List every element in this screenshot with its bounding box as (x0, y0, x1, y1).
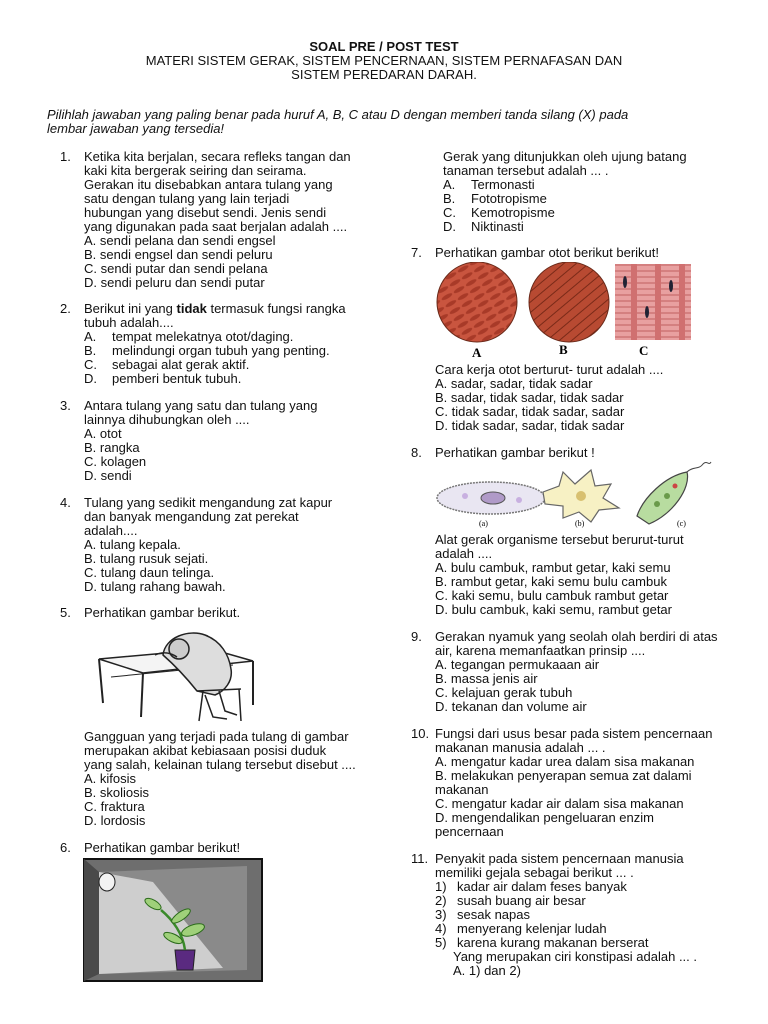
figure-label-a: (a) (479, 519, 488, 528)
question-text-line: Alat gerak organisme tersebut berurut-turut (435, 532, 684, 547)
question-text-part: termasuk fungsi rangka (206, 301, 346, 316)
question-text-part: Berikut ini yang (84, 301, 177, 316)
option-text: melindungi organ tubuh yang penting. (112, 343, 330, 358)
question-text-line: Yang merupakan ciri konstipasi adalah ... . (453, 949, 698, 964)
answer-option: C. tidak sadar, tidak sadar, sadar (435, 404, 625, 419)
question-prompt: Perhatikan gambar berikut ! (435, 445, 595, 460)
answer-option: D. tulang rahang bawah. (84, 579, 226, 594)
answer-option: C. tulang daun telinga. (84, 565, 215, 580)
microorganism-illustration (435, 458, 715, 530)
list-text: susah buang air besar (457, 893, 586, 908)
answer-option: B. sendi engsel dan sendi peluru (84, 247, 273, 262)
list-text: sesak napas (457, 907, 530, 922)
answer-option: A. mengatur kadar urea dalam sisa makanan (435, 754, 695, 769)
figure-label-b: (b) (575, 519, 585, 528)
answer-option: D. sendi peluru dan sendi putar (84, 275, 265, 290)
answer-option: C. mengatur kadar air dalam sisa makanan (435, 796, 684, 811)
option-letter: C. (84, 357, 97, 372)
question-text-line: tanaman tersebut adalah ... . (443, 163, 609, 178)
question-text-line: Fungsi dari usus besar pada sistem pencernaan (435, 726, 713, 741)
answer-option: A. otot (84, 426, 122, 441)
question-text-line: Cara kerja otot berturut- turut adalah .... (435, 362, 664, 377)
question-text-line: lainnya dihubungkan oleh .... (84, 412, 250, 427)
answer-option-continued: makanan (435, 782, 489, 797)
question-text-line: Gerakan nyamuk yang seolah olah berdiri di atas (435, 629, 718, 644)
instructions-line2: lembar jawaban yang tersedia! (47, 121, 225, 136)
question-number: 5. (60, 605, 71, 620)
answer-option (443, 220, 687, 234)
answer-option: B. sadar, tidak sadar, tidak sadar (435, 390, 624, 405)
question-number: 9. (411, 629, 422, 644)
option-letter: A. (84, 329, 97, 344)
answer-option: B. melakukan penyerapan semua zat dalami (435, 768, 692, 783)
list-number: 3) (435, 907, 447, 922)
question-8-text (435, 533, 684, 617)
list-item (435, 908, 697, 922)
option-text: Kemotropisme (471, 205, 555, 220)
question-number: 4. (60, 495, 71, 510)
figure-label-b: B (559, 342, 568, 357)
list-text: menyerang kelenjar ludah (457, 921, 607, 936)
option-text: Termonasti (471, 177, 535, 192)
answer-option: C. kolagen (84, 454, 147, 469)
option-letter: D. (84, 371, 97, 386)
option-text: pemberi bentuk tubuh. (112, 371, 242, 386)
figure-label-a: A (472, 345, 482, 360)
question-text-line: makanan manusia adalah ... . (435, 740, 606, 755)
answer-option: D. tekanan dan volume air (435, 699, 587, 714)
option-text: Niktinasti (471, 219, 524, 234)
answer-option: A. kifosis (84, 771, 137, 786)
answer-option-continued: pencernaan (435, 824, 504, 839)
answer-option (443, 192, 687, 206)
question-number: 8. (411, 445, 422, 460)
answer-option: C. sendi putar dan sendi pelana (84, 261, 268, 276)
list-number: 1) (435, 879, 447, 894)
question-text-line: air, karena memanfaatkan prinsip .... (435, 643, 646, 658)
question-6-text (443, 150, 687, 234)
question-text-line: yang digunakan pada saat berjalan adalah .... (84, 219, 348, 234)
option-letter: C. (443, 205, 456, 220)
page-subtitle-line2: SISTEM PEREDARAN DARAH. (291, 67, 477, 82)
list-item (435, 936, 697, 950)
question-number: 7. (411, 245, 422, 260)
answer-option: D. mengendalikan pengeluaran enzim (435, 810, 654, 825)
question-text-line: yang salah, kelainan tulang tersebut disebut .... (84, 757, 356, 772)
answer-option: A. tegangan permukaaan air (435, 657, 600, 672)
question-text-line: adalah.... (84, 523, 138, 538)
answer-option: A. tulang kepala. (84, 537, 181, 552)
list-text: kadar air dalam feses banyak (457, 879, 627, 894)
question-text-line: tubuh adalah.... (84, 315, 174, 330)
answer-option (443, 206, 687, 220)
answer-option: A. bulu cambuk, rambut getar, kaki semu (435, 560, 671, 575)
question-text-line: hubungan yang disebut sendi. Jenis sendi (84, 205, 327, 220)
list-number: 4) (435, 921, 447, 936)
question-number: 2. (60, 301, 71, 316)
emphasis-word: tidak (176, 301, 207, 316)
answer-option: C. kaki semu, bulu cambuk rambut getar (435, 588, 669, 603)
question-number: 10. (411, 726, 430, 741)
answer-option: D. bulu cambuk, kaki semu, rambut getar (435, 602, 672, 617)
option-letter: B. (443, 191, 456, 206)
question-text-line: Antara tulang yang satu dan tulang yang (84, 398, 318, 413)
list-item (435, 880, 697, 894)
question-text-line: Ketika kita berjalan, secara refleks tangan dan (84, 149, 351, 164)
answer-option: B. tulang rusuk sejati. (84, 551, 209, 566)
question-text-line: Gangguan yang terjadi pada tulang di gambar (84, 729, 349, 744)
question-text-line: satu dengan tulang yang lain terjadi (84, 191, 290, 206)
question-number: 6. (60, 840, 71, 855)
answer-option (84, 330, 346, 344)
question-text-line: dan banyak mengandung zat perekat (84, 509, 299, 524)
figure-label-c: (c) (677, 519, 686, 528)
list-text: karena kurang makanan berserat (457, 935, 649, 950)
question-text-line: Tulang yang sedikit mengandung zat kapur (84, 495, 333, 510)
answer-option: B. rangka (84, 440, 140, 455)
posture-illustration (93, 625, 273, 725)
answer-option (84, 344, 346, 358)
question-number: 11. (411, 851, 429, 866)
figure-label-c: C (639, 343, 649, 358)
answer-option: B. massa jenis air (435, 671, 538, 686)
list-number: 5) (435, 935, 447, 950)
question-text-line: adalah .... (435, 546, 493, 561)
answer-option: B. rambut getar, kaki semu bulu cambuk (435, 574, 667, 589)
answer-option: B. skoliosis (84, 785, 150, 800)
page-subtitle-line1: MATERI SISTEM GERAK, SISTEM PENCERNAAN, SISTEM PERNAFASAN DAN (145, 53, 623, 68)
muscle-tissue-illustration (435, 262, 695, 360)
list-item (435, 894, 697, 908)
instructions-line1: Pilihlah jawaban yang paling benar pada huruf A, B, C atau D dengan memberi tanda silang (X) pada (47, 107, 629, 122)
instructions (47, 108, 727, 136)
answer-option: D. sendi (84, 468, 132, 483)
option-text: tempat melekatnya otot/daging. (112, 329, 294, 344)
question-text-line: memiliki gejala sebagai berikut ... . (435, 865, 634, 880)
answer-option (84, 358, 346, 372)
question-text-line: Gerak yang ditunjukkan oleh ujung batang (443, 149, 687, 164)
answer-option: D. tidak sadar, sadar, tidak sadar (435, 418, 625, 433)
answer-option (84, 372, 346, 386)
option-letter: A. (443, 177, 456, 192)
answer-option: A. 1) dan 2) (453, 963, 521, 978)
option-letter: D. (443, 219, 456, 234)
answer-option: C. fraktura (84, 799, 145, 814)
option-letter: B. (84, 343, 97, 358)
question-text-line: Penyakit pada sistem pencernaan manusia (435, 851, 684, 866)
option-text: sebagai alat gerak aktif. (112, 357, 250, 372)
question-text-line: Gerakan itu disebabkan antara tulang yang (84, 177, 333, 192)
list-item (435, 922, 697, 936)
answer-option (443, 178, 687, 192)
question-prompt: Perhatikan gambar otot berikut berikut! (435, 245, 660, 260)
question-7-text (435, 363, 663, 433)
answer-option: C. kelajuan gerak tubuh (435, 685, 573, 700)
question-prompt: Perhatikan gambar berikut! (84, 840, 241, 855)
question-number: 3. (60, 398, 71, 413)
answer-option: D. lordosis (84, 813, 146, 828)
answer-option: A. sendi pelana dan sendi engsel (84, 233, 276, 248)
page-title: SOAL PRE / POST TEST (309, 39, 459, 54)
list-number: 2) (435, 893, 447, 908)
question-text-line: kaki kita bergerak seiring dan seirama. (84, 163, 307, 178)
option-text: Fototropisme (471, 191, 547, 206)
answer-option: A. sadar, sadar, tidak sadar (435, 376, 593, 391)
question-prompt: Perhatikan gambar berikut. (84, 605, 241, 620)
question-text-line: merupakan akibat kebiasaan posisi duduk (84, 743, 327, 758)
plant-box-illustration (83, 858, 263, 982)
question-text-line (84, 302, 346, 316)
question-number: 1. (60, 149, 71, 164)
